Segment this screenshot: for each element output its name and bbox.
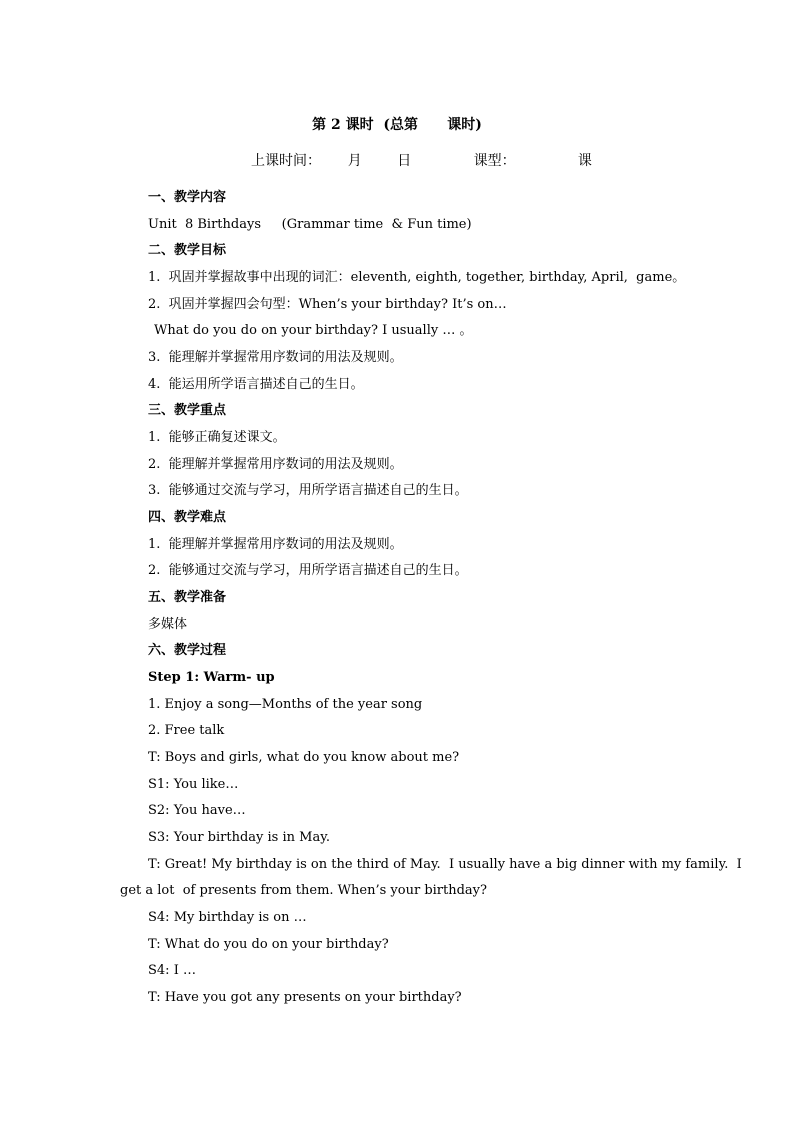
dialogue-line: T: Have you got any presents on your birthday? [148, 990, 462, 1005]
lesson-title: 第 2 课时 (总第 课时) [312, 117, 482, 133]
dialogue-line: T: What do you do on your birthday? [148, 937, 389, 952]
goal-item: 2. 巩固并掌握四会句型：When’s your birthday? It’s on… [148, 297, 507, 312]
content-text: Unit 8 Birthdays (Grammar time & Fun time) [148, 217, 472, 232]
dialogue-line-continued: get a lot of presents from them. When’s your birthday? [120, 883, 487, 898]
section-heading-preparation: 五、教学准备 [148, 590, 227, 605]
dialogue-line: S1: You like… [148, 777, 239, 792]
dialogue-line: S3: Your birthday is in May. [148, 830, 330, 845]
class-schedule: 上课时间： 月 日 课型： 课 [251, 153, 592, 169]
section-heading-process: 六、教学过程 [148, 643, 227, 658]
preparation-text: 多媒体 [148, 617, 188, 632]
process-line: 1. Enjoy a song—Months of the year song [148, 697, 423, 712]
step-heading: Step 1: Warm- up [148, 670, 275, 685]
dialogue-line: T: Boys and girls, what do you know about me? [148, 750, 460, 765]
goal-item: 1. 巩固并掌握故事中出现的词汇：eleventh, eighth, together, birthday, April, game。 [148, 270, 686, 285]
dialogue-line: S4: My birthday is on … [148, 910, 307, 925]
dialogue-line: S2: You have… [148, 803, 246, 818]
difficulty-item: 2. 能够通过交流与学习，用所学语言描述自己的生日。 [148, 563, 468, 578]
section-heading-difficulties: 四、教学难点 [148, 510, 227, 525]
key-point-item: 3. 能够通过交流与学习，用所学语言描述自己的生日。 [148, 483, 468, 498]
key-point-item: 2. 能理解并掌握常用序数词的用法及规则。 [148, 457, 403, 472]
section-heading-content: 一、教学内容 [148, 190, 227, 205]
goal-item: 4. 能运用所学语言描述自己的生日。 [148, 377, 364, 392]
goal-item: 3. 能理解并掌握常用序数词的用法及规则。 [148, 350, 403, 365]
section-heading-goals: 二、教学目标 [148, 243, 227, 258]
dialogue-line: S4: I … [148, 963, 196, 978]
section-heading-key-points: 三、教学重点 [148, 403, 227, 418]
process-line: 2. Free talk [148, 723, 225, 738]
key-point-item: 1. 能够正确复述课文。 [148, 430, 286, 445]
goal-item-continued: What do you do on your birthday? I usually … 。 [154, 323, 473, 338]
dialogue-line: T: Great! My birthday is on the third of May. I usually have a big dinner with my family. I [148, 857, 742, 872]
difficulty-item: 1. 能理解并掌握常用序数词的用法及规则。 [148, 537, 403, 552]
